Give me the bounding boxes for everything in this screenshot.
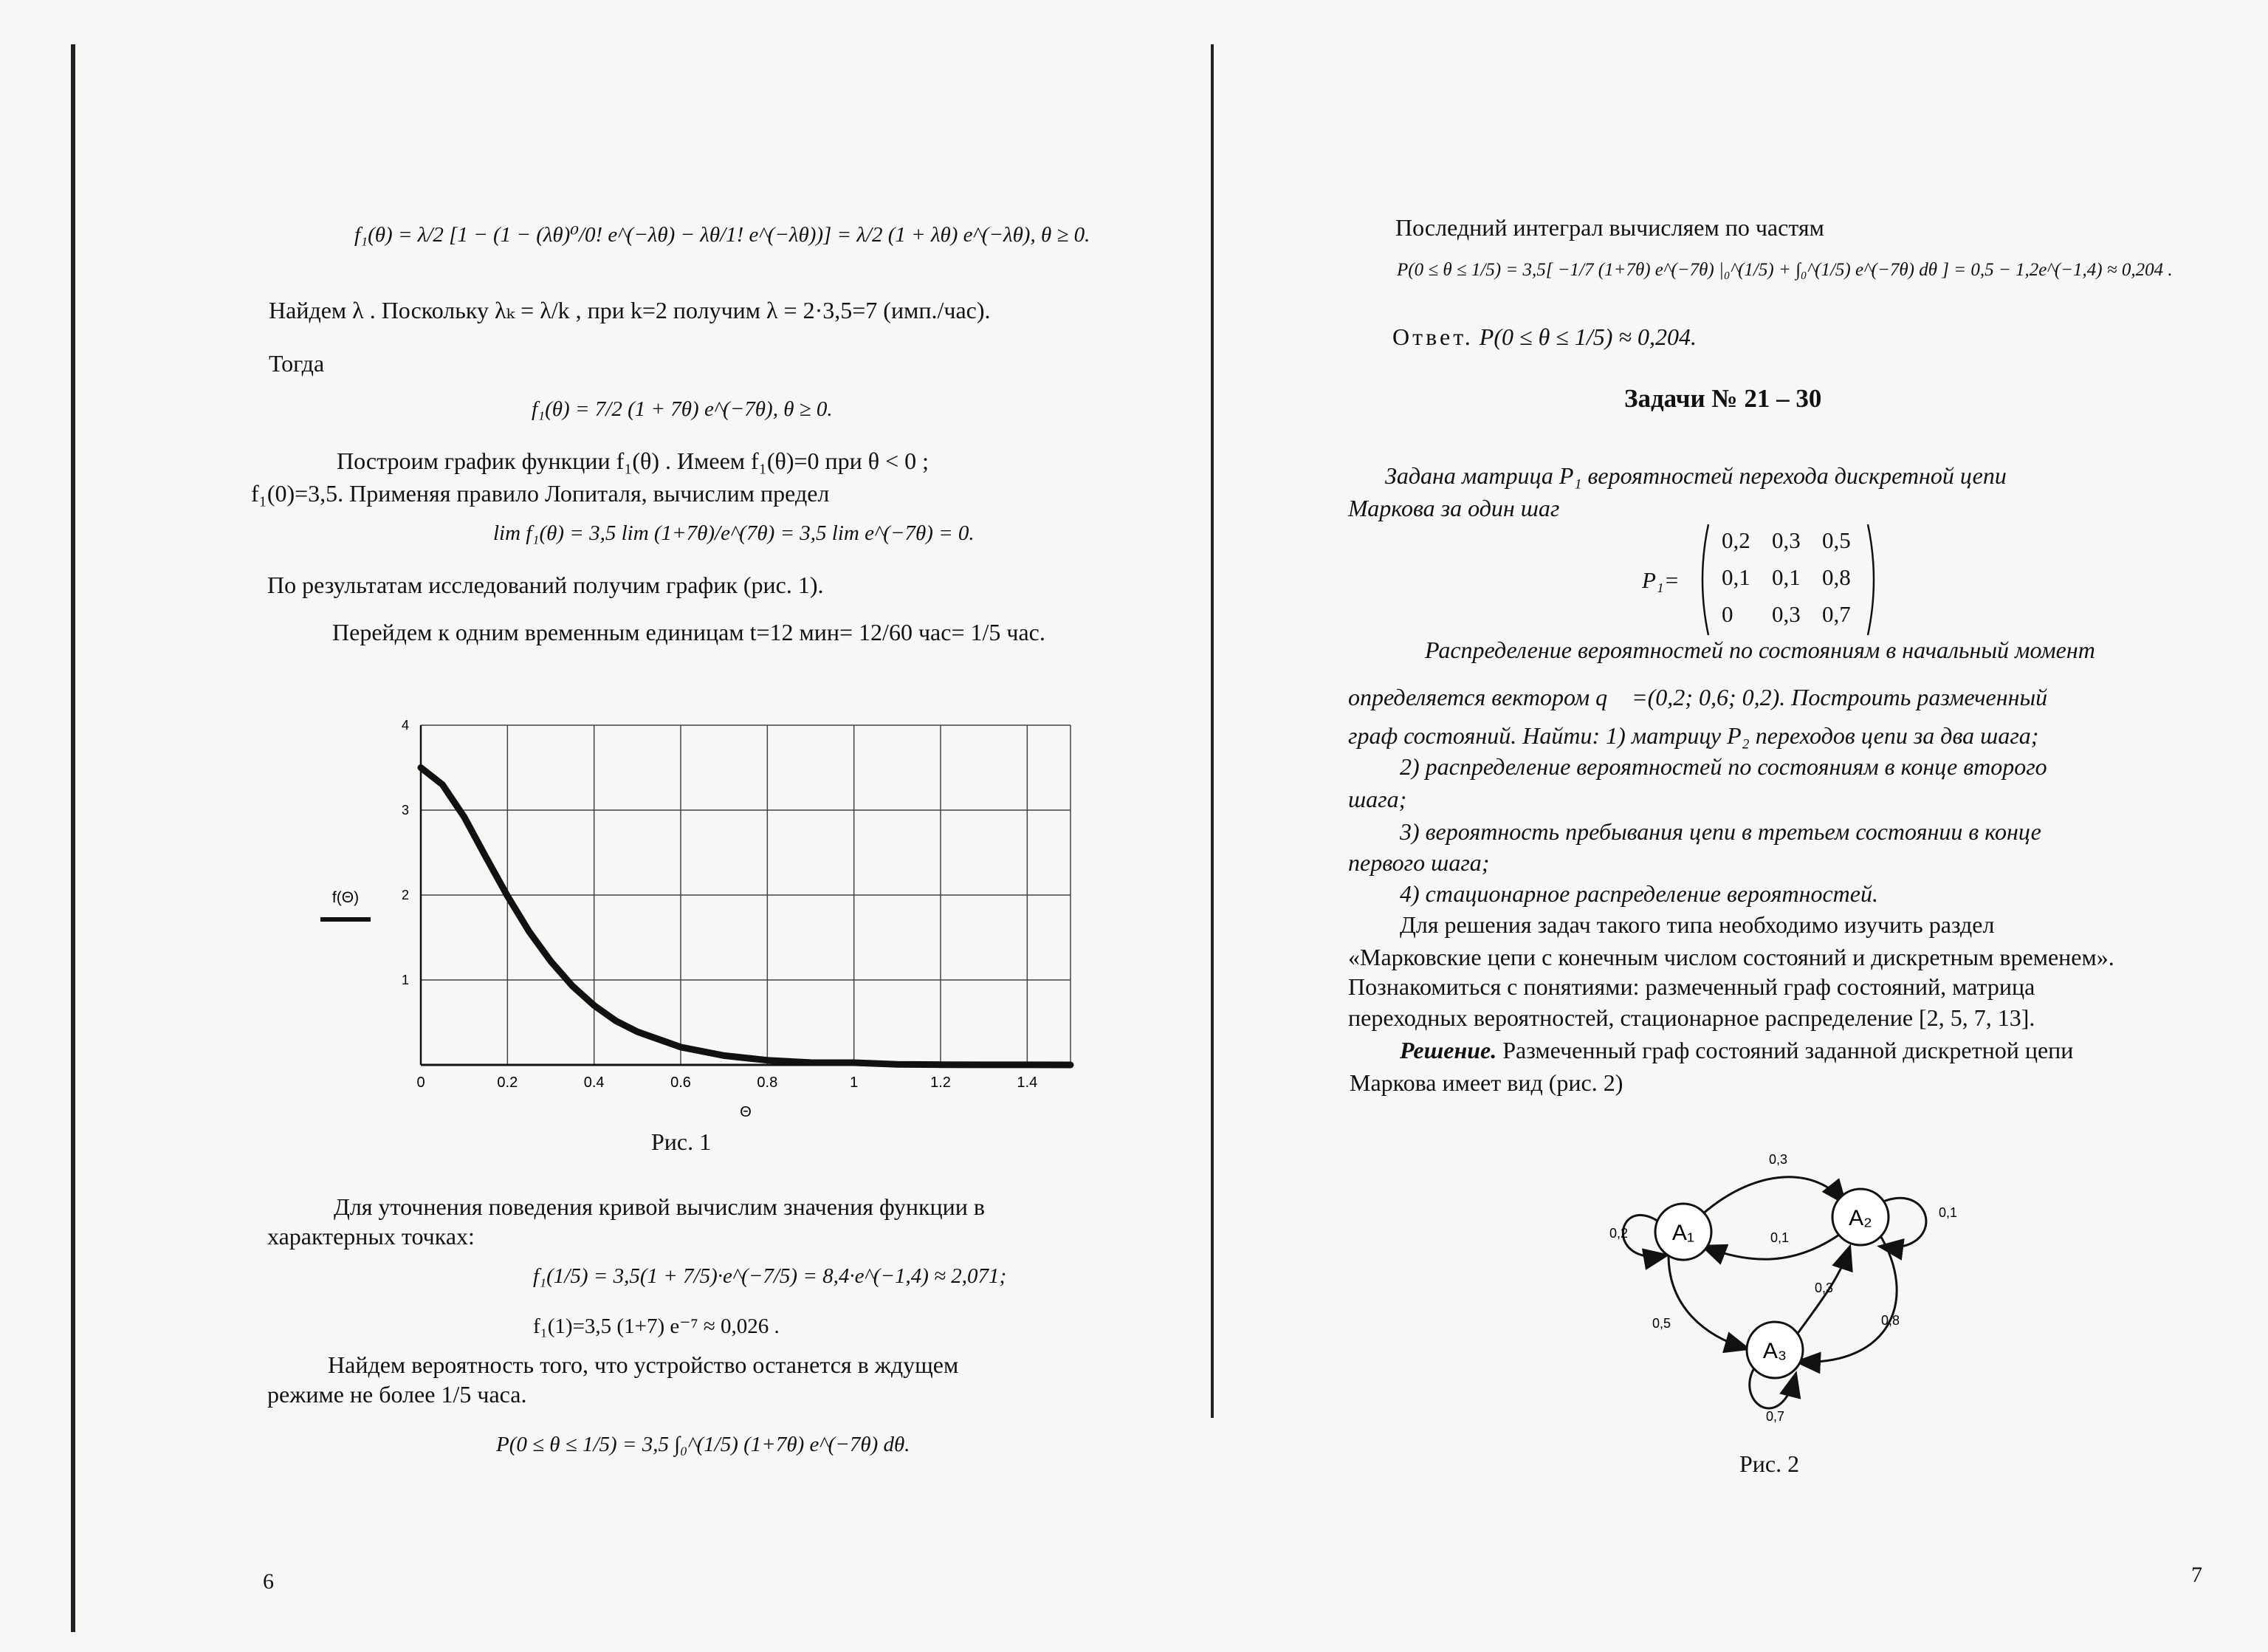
fig1-caption: Рис. 1 [651,1128,712,1155]
matrix-cell: 0,5 [1822,527,1851,553]
task-line2: Маркова за один шаг [1348,495,1560,521]
edge-a3-a2 [1791,1248,1849,1343]
para1-line4-r: переходных вероятностей, стационарное распределение [2, 5, 7, 13]. [1348,1004,2035,1031]
node-a1-label: A₁ [1671,1221,1695,1245]
para5-line2: режиме не более 1/5 часа. [267,1381,527,1408]
solution-label: Решение. [1400,1037,1497,1063]
task-line1: Задана матрица P₁ вероятностей перехода дискретной цепи [1385,462,2007,489]
answer-value: P(0 ≤ θ ≤ 1/5) ≈ 0,204. [1479,323,1697,350]
matrix-cell: 0,2 [1722,527,1750,553]
then-text: Тогда [269,350,325,377]
x-tick-label: 1 [850,1075,859,1091]
answer-label: Ответ. [1392,323,1474,350]
y-axis-label-underline [320,917,371,922]
task-line7: шага; [1348,786,1407,812]
para3: Перейдем к одним временным единицам t=12 мин= 12/60 час= 1/5 час. [332,619,1045,645]
edge-label-a1-a3: 0,5 [1652,1316,1671,1331]
para1-line1-r: Для решения задач такого типа необходимо изучить раздел [1400,911,1995,938]
formula-probability: P(0 ≤ θ ≤ 1/5) = 3,5 ∫₀^(1/5) (1+7θ) e^(−7θ) dθ. [496,1433,910,1456]
x-tick-label: 0.6 [670,1075,691,1091]
x-tick-label: 0.8 [757,1075,778,1091]
formula-f1-general: f₁(θ) = λ/2 [1 − (1 − (λθ)⁰/0! e^(−λθ) − λθ/1! e^(−λθ))] = λ/2 (1 + λθ) e^(−λθ), θ ≥ 0. [354,223,1090,247]
task-line9: первого шага; [1348,849,1490,876]
task-line8: 3) вероятность пребывания цепи в третьем состоянии в конце [1400,818,2041,845]
page-edge-left [71,44,75,1632]
node-a2 [1832,1189,1889,1245]
edge-label-a3-a2: 0,3 [1815,1281,1834,1295]
y-axis-label: f(Θ) [331,889,360,906]
matrix-cell: 0,7 [1822,601,1851,627]
para1-line2-r: «Марковские цепи с конечным числом состояний и дискретным временем». [1348,944,2114,970]
para1-line1: Построим график функции f₁(θ) . Имеем f₁(θ)=0 при θ < 0 ; [337,448,929,474]
fig2-caption: Рис. 2 [1739,1450,1800,1477]
series-line-f [421,768,1071,1066]
y-tick-label: 2 [401,888,409,902]
edge-label-a1-a1: 0,2 [1609,1226,1629,1241]
edge-a1-a2 [1702,1177,1844,1214]
task-line10: 4) стационарное распределение вероятностей. [1400,880,1878,907]
formula-f1-fifth: f₁(1/5) = 3,5(1 + 7/5)·e^(−7/5) = 8,4·e^(−1,4) ≈ 2,071; [533,1264,1007,1288]
matrix-cell: 0,3 [1772,527,1801,553]
para1-line3-r: Познакомиться с понятиями: размеченный граф состояний, матрица [1348,973,2035,1000]
x-axis-label: Θ [740,1104,752,1120]
para1-line2: f₁(0)=3,5. Применяя правило Лопиталя, вычислим предел [251,480,830,507]
page-number-left: 6 [263,1569,274,1594]
chart-grid [421,725,1071,1065]
y-tick-label: 4 [401,718,409,733]
node-a3 [1747,1322,1803,1378]
matrix-label: P₁= [1642,567,1680,593]
x-tick-label: 1.4 [1017,1075,1038,1091]
formula-by-parts: P(0 ≤ θ ≤ 1/5) = 3,5[ −1/7 (1+7θ) e^(−7θ) |₀^(1/5) + ∫₀^(1/5) e^(−7θ) dθ ] = 0,5 − 1,2e^(−1,4) ≈ 0,204 . [1397,260,2173,280]
formula-limit: lim f₁(θ) = 3,5 lim (1+7θ)/e^(7θ) = 3,5 lim e^(−7θ) = 0. [493,521,975,545]
x-tick-label: 0.2 [497,1075,518,1091]
edge-label-a1-a2: 0,3 [1769,1152,1788,1167]
page-right [1211,0,2268,1652]
matrix-cell: 0,1 [1722,564,1750,590]
para4-line1: Для уточнения поведения кривой вычислим значения функции в [334,1193,986,1220]
node-a3-label: A₃ [1762,1339,1787,1363]
formula-f1-one: f₁(1)=3,5 (1+7) e⁻⁷ ≈ 0,026 . [533,1315,780,1338]
task-line5: граф состояний. Найти: 1) матрицу P₂ переходов цепи за два шага; [1348,722,2039,749]
edge-label-a2-a2: 0,1 [1939,1205,1958,1220]
matrix-cell: 0,8 [1822,564,1851,590]
chart-ticks [402,718,1037,1091]
edge-label-a2-a3: 0,8 [1881,1313,1900,1328]
solution-line1 [1400,1035,2073,1065]
solution-text: Размеченный граф состояний заданной дискретной цепи [1496,1037,2074,1063]
para5-line1: Найдем вероятность того, что устройство останется в ждущем [328,1351,959,1378]
solution-line2: Маркова имеет вид (рис. 2) [1350,1069,1623,1096]
node-a1 [1655,1204,1711,1260]
section-heading: Задачи № 21 – 30 [1624,384,1822,413]
y-tick-label: 1 [401,973,409,987]
edge-label-a2-a1: 0,1 [1770,1230,1790,1245]
para4-line2: характерных точках: [267,1223,475,1250]
fig1-chart [295,709,1078,1130]
answer-line [1392,322,1697,352]
matrix-cell: 0,1 [1772,564,1801,590]
matrix-cell: 0 [1722,601,1733,627]
page-gutter [1211,44,1214,1418]
para2: По результатам исследований получим график (рис. 1). [267,572,824,598]
formula-f1-lambda7: f₁(θ) = 7/2 (1 + 7θ) e^(−7θ), θ ≥ 0. [532,397,833,421]
matrix-cell: 0,3 [1772,601,1801,627]
edge-a1-a3 [1669,1255,1747,1348]
page-number-right: 7 [2191,1563,2202,1587]
x-tick-label: 1.2 [930,1075,951,1091]
node-a2-label: A₂ [1849,1206,1872,1230]
find-lambda-text: Найдем λ . Поскольку λₖ = λ/k , при k=2 получим λ = 2·3,5=7 (имп./час). [269,297,991,323]
task-line6: 2) распределение вероятностей по состояниям в конце второго [1400,753,2047,780]
task-line3: Распределение вероятностей по состояниям в начальный момент [1425,637,2095,663]
edge-label-a3-a3: 0,7 [1766,1409,1785,1424]
task-line4: определяется вектором q⃗ =(0,2; 0,6; 0,2). Построить размеченный [1348,684,2048,710]
x-tick-label: 0 [416,1075,425,1091]
y-tick-label: 3 [401,803,409,818]
x-tick-label: 0.4 [583,1075,605,1091]
intro-text: Последний интеграл вычисляем по частям [1395,214,1824,241]
fig2-state-graph [1536,1137,1993,1462]
